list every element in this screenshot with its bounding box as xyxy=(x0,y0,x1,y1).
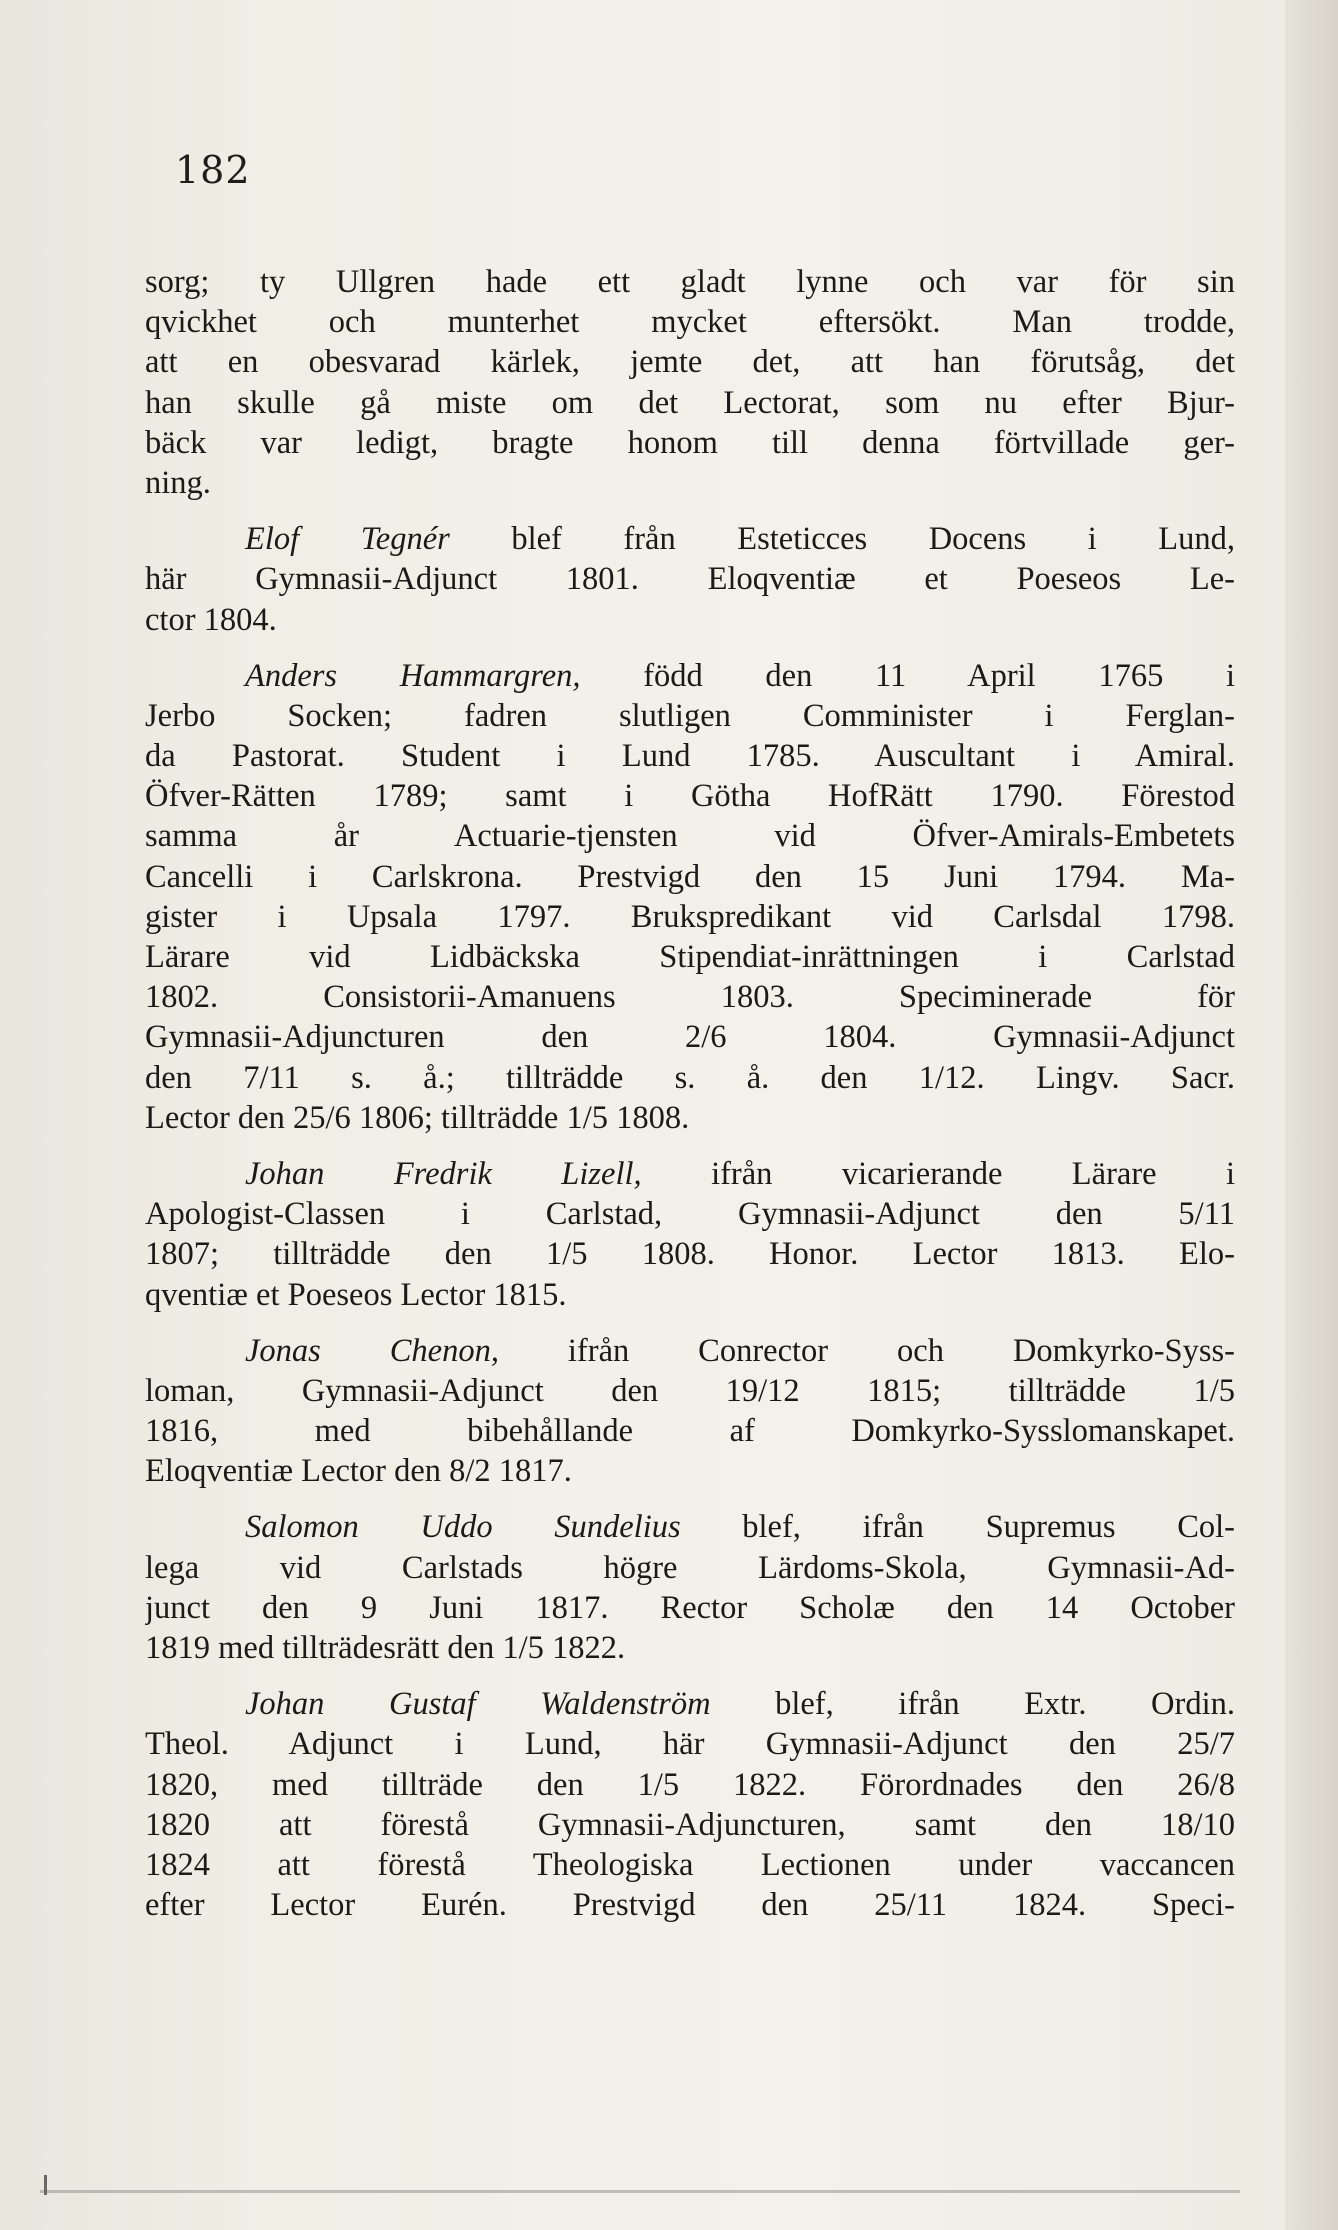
text-line: 1819 med tillträdesrätt den 1/5 1822. xyxy=(145,1630,626,1666)
text-line: sorg; ty Ullgren hade ett gladt lynne och var för sin xyxy=(145,264,1235,300)
entry-elof-tegner xyxy=(145,519,1235,640)
text-line: lega vid Carlstads högre Lärdoms-Skola, Gymnasii-Ad- xyxy=(145,1549,1235,1586)
person-name: Johan Fredrik Lizell, xyxy=(245,1155,642,1192)
entry-first-text: blef från Esteticces Docens i Lund, xyxy=(449,521,1235,558)
entry-johan-fredrik-lizell xyxy=(145,1154,1235,1315)
entry-anders-hammargren xyxy=(145,656,1235,1138)
entry-jonas-chenon xyxy=(145,1331,1235,1492)
text-line: Cancelli i Carlskrona. Prestvigd den 15 Juni 1794. Ma- xyxy=(145,858,1235,895)
text-line: Öfver-Rätten 1789; samt i Götha HofRätt 1790. Förestod xyxy=(145,778,1235,815)
text-line: Lector den 25/6 1806; tillträdde 1/5 1808. xyxy=(145,1099,690,1136)
entry-first-text: blef, ifrån Extr. Ordin. xyxy=(710,1686,1235,1723)
text-line: den 7/11 s. å.; tillträdde s. å. den 1/12. Lingv. Sacr. xyxy=(145,1059,1235,1096)
text-line: 1816, med bibehållande af Domkyrko-Sysslomanskapet. xyxy=(145,1413,1235,1450)
person-name: Anders Hammargren, xyxy=(245,657,581,694)
text-line: gister i Upsala 1797. Brukspredikant vid Carlsdal 1798. xyxy=(145,898,1235,935)
entry-first-line xyxy=(145,656,1235,696)
text-line: junct den 9 Juni 1817. Rector Scholæ den 14 October xyxy=(145,1589,1235,1626)
entry-first-line xyxy=(145,1154,1235,1194)
text-line: 1820 att förestå Gymnasii-Adjuncturen, samt den 18/10 xyxy=(145,1806,1235,1843)
entry-first-line xyxy=(145,519,1235,559)
text-line: qvickhet och munterhet mycket eftersökt. Man trodde, xyxy=(145,304,1235,341)
text-line: 1824 att förestå Theologiska Lectionen under vaccancen xyxy=(145,1846,1235,1883)
person-name: Johan Gustaf Waldenström xyxy=(245,1686,711,1723)
corner-mark xyxy=(44,2175,47,2195)
text-line: han skulle gå miste om det Lectorat, som nu efter Bjur- xyxy=(145,384,1235,421)
text-line: bäck var ledigt, bragte honom till denna förtvillade ger- xyxy=(145,424,1235,461)
person-name: Jonas Chenon, xyxy=(245,1332,499,1369)
text-line: Apologist-Classen i Carlstad, Gymnasii-Adjunct den 5/11 xyxy=(145,1196,1235,1233)
entry-first-text: ifrån Conrector och Domkyrko-Syss- xyxy=(498,1332,1235,1369)
entry-first-text: ifrån vicarierande Lärare i xyxy=(641,1155,1235,1192)
page-edge-shadow xyxy=(1285,0,1338,2230)
entry-first-text: född den 11 April 1765 i xyxy=(580,657,1235,694)
entry-first-line xyxy=(145,1507,1235,1547)
body-text xyxy=(145,262,1235,1925)
entry-first-line xyxy=(145,1684,1235,1724)
entry-johan-gustaf-waldenstrom xyxy=(145,1684,1235,1925)
text-line: Lärare vid Lidbäckska Stipendiat-inrättningen i Carlstad xyxy=(145,939,1235,975)
page-bottom-edge xyxy=(40,2190,1240,2193)
person-name: Elof Tegnér xyxy=(245,521,450,558)
text-line: Theol. Adjunct i Lund, här Gymnasii-Adjunct den 25/7 xyxy=(145,1726,1235,1763)
text-line: samma år Actuarie-tjensten vid Öfver-Amirals-Embetets xyxy=(145,818,1235,855)
entry-first-text: blef, ifrån Supremus Col- xyxy=(680,1509,1235,1546)
text-line: qventiæ et Poeseos Lector 1815. xyxy=(145,1276,567,1313)
text-line: ctor 1804. xyxy=(145,601,277,638)
text-line: Gymnasii-Adjuncturen den 2/6 1804. Gymnasii-Adjunct xyxy=(145,1019,1235,1056)
paragraph-continuation xyxy=(145,262,1235,503)
entry-first-line xyxy=(145,1331,1235,1371)
entry-salomon-sundelius xyxy=(145,1507,1235,1668)
text-line: 1820, med tillträde den 1/5 1822. Förordnades den 26/8 xyxy=(145,1766,1235,1803)
text-line: 1807; tillträdde den 1/5 1808. Honor. Lector 1813. Elo- xyxy=(145,1236,1235,1273)
text-line: da Pastorat. Student i Lund 1785. Auscultant i Amiral. xyxy=(145,738,1235,775)
text-line: efter Lector Eurén. Prestvigd den 25/11 1824. Speci- xyxy=(145,1887,1235,1924)
text-line: Eloqventiæ Lector den 8/2 1817. xyxy=(145,1453,572,1490)
text-line: att en obesvarad kärlek, jemte det, att han förutsåg, det xyxy=(145,344,1235,381)
page-number: 182 xyxy=(175,148,251,192)
text-line: här Gymnasii-Adjunct 1801. Eloqventiæ et Poeseos Le- xyxy=(145,561,1235,598)
person-name: Salomon Uddo Sundelius xyxy=(245,1509,681,1546)
text-line: loman, Gymnasii-Adjunct den 19/12 1815; tillträdde 1/5 xyxy=(145,1372,1235,1409)
text-line: 1802. Consistorii-Amanuens 1803. Specimineradе för xyxy=(145,979,1235,1016)
text-line: ning. xyxy=(145,464,211,501)
text-line: Jerbo Socken; fadren slutligen Comminister i Ferglan- xyxy=(145,697,1235,734)
